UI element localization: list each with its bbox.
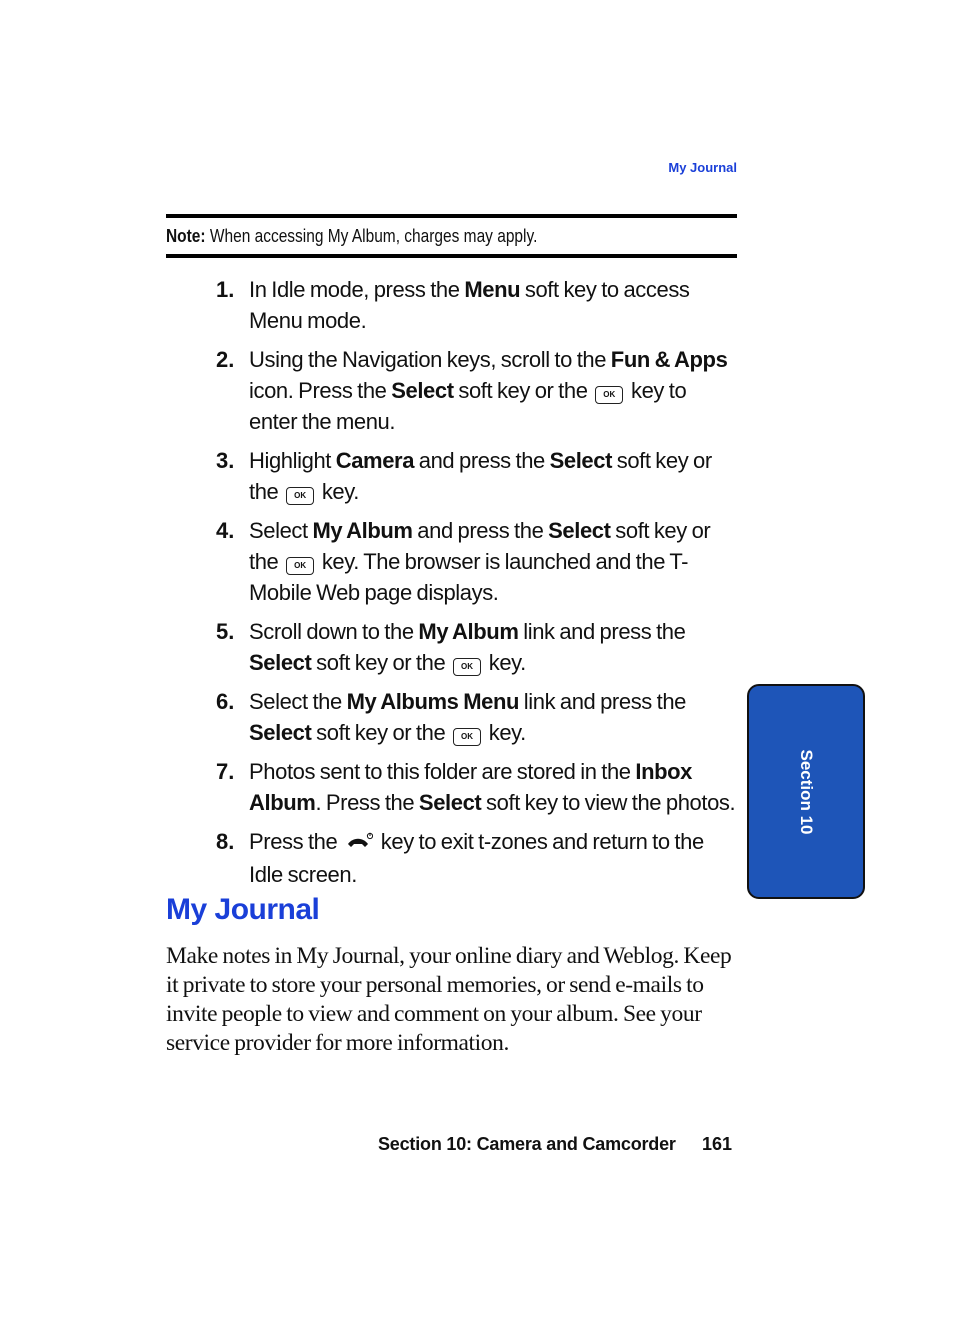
step-text-run: Highlight bbox=[249, 448, 336, 473]
step-emphasis: My Albums Menu bbox=[346, 689, 520, 714]
note-label: Note: bbox=[166, 226, 206, 246]
step-text-run: soft key or the bbox=[249, 518, 711, 574]
ok-key-icon: OK bbox=[286, 557, 314, 575]
step-text bbox=[249, 515, 736, 608]
step-text-run: Scroll down to the bbox=[249, 619, 419, 644]
step-text-run: Select bbox=[249, 518, 313, 543]
step-item bbox=[216, 756, 736, 818]
step-text bbox=[249, 344, 736, 437]
step-text-run: key to exit t-zones and return to the Idle screen. bbox=[249, 829, 704, 887]
step-emphasis: Select bbox=[249, 650, 312, 675]
step-item bbox=[216, 515, 736, 608]
step-text-run: . Press the bbox=[315, 790, 419, 815]
running-header-title: My Journal bbox=[668, 160, 737, 175]
section-title: My Journal bbox=[166, 893, 320, 926]
step-text-run: and press the bbox=[414, 448, 550, 473]
step-number: 6. bbox=[216, 689, 235, 714]
step-text-run: soft key or the bbox=[249, 448, 712, 504]
note-text bbox=[166, 226, 537, 247]
step-number: 3. bbox=[216, 448, 235, 473]
step-text-run: In Idle mode, press the bbox=[249, 277, 465, 302]
ok-key-icon: OK bbox=[453, 728, 481, 746]
step-text bbox=[249, 274, 736, 336]
step-item bbox=[216, 445, 736, 507]
step-emphasis: Menu bbox=[464, 277, 521, 302]
section-tab bbox=[747, 684, 865, 899]
step-text-run: key. bbox=[484, 650, 526, 675]
step-number: 4. bbox=[216, 518, 235, 543]
step-number: 2. bbox=[216, 347, 235, 372]
section-body: Make notes in My Journal, your online diary and Weblog. Keep it private to store your personal memories, or send e-mails to invite people to view and comment on your album. See your service provider for more information. bbox=[166, 943, 732, 1056]
note-body: When accessing My Album, charges may apply. bbox=[205, 226, 538, 246]
step-number: 8. bbox=[216, 829, 235, 854]
step-emphasis: Select bbox=[391, 378, 454, 403]
step-text-run: key. bbox=[484, 720, 526, 745]
step-text-run: link and press the bbox=[518, 619, 686, 644]
step-text bbox=[249, 686, 736, 748]
step-text-run: soft key or the bbox=[453, 378, 593, 403]
step-number: 5. bbox=[216, 619, 235, 644]
note-box bbox=[166, 214, 737, 258]
footer-page-number: 161 bbox=[702, 1134, 733, 1154]
step-text-run: icon. Press the bbox=[249, 378, 392, 403]
step-emphasis: Select bbox=[549, 448, 613, 473]
step-text-run: and press the bbox=[412, 518, 549, 543]
step-text-run: Photos sent to this folder are stored in the bbox=[249, 759, 636, 784]
section-tab-label: Section 10 bbox=[797, 748, 816, 835]
step-text-run: soft key to view the photos. bbox=[481, 790, 736, 815]
ok-key-icon: OK bbox=[286, 487, 314, 505]
step-text-run: link and press the bbox=[519, 689, 686, 714]
step-emphasis: My Album bbox=[418, 619, 519, 644]
step-text-run: soft key to access Menu mode. bbox=[249, 277, 690, 333]
step-text-run: Select the bbox=[249, 689, 347, 714]
step-text-run: soft key or the bbox=[311, 650, 451, 675]
step-text-run: Using the Navigation keys, scroll to the bbox=[249, 347, 611, 372]
steps-list bbox=[216, 274, 736, 898]
step-text-run: key. bbox=[317, 479, 359, 504]
step-text-run: soft key or the bbox=[311, 720, 451, 745]
step-item bbox=[216, 274, 736, 336]
step-emphasis: Select bbox=[249, 720, 312, 745]
step-emphasis: Select bbox=[548, 518, 611, 543]
step-text bbox=[249, 756, 736, 818]
step-text-run: key to enter the menu. bbox=[249, 378, 687, 434]
step-emphasis: Inbox Album bbox=[249, 759, 693, 815]
step-number: 1. bbox=[216, 277, 235, 302]
footer-chapter: Section 10: Camera and Camcorder bbox=[378, 1134, 676, 1154]
step-item bbox=[216, 826, 736, 890]
step-text bbox=[249, 826, 736, 890]
step-item bbox=[216, 616, 736, 678]
step-emphasis: Camera bbox=[335, 448, 415, 473]
ok-key-icon: OK bbox=[595, 386, 623, 404]
step-emphasis: Select bbox=[418, 790, 482, 815]
step-item bbox=[216, 344, 736, 437]
step-text-run: Press the bbox=[249, 829, 343, 854]
step-text bbox=[249, 616, 736, 678]
step-emphasis: My Album bbox=[312, 518, 413, 543]
end-call-power-icon bbox=[345, 828, 373, 859]
step-emphasis: Fun & Apps bbox=[610, 347, 728, 372]
ok-key-icon: OK bbox=[453, 658, 481, 676]
step-text-run: key. The browser is launched and the T-Mobile Web page displays. bbox=[249, 549, 689, 605]
step-item bbox=[216, 686, 736, 748]
step-text bbox=[249, 445, 736, 507]
step-number: 7. bbox=[216, 759, 235, 784]
